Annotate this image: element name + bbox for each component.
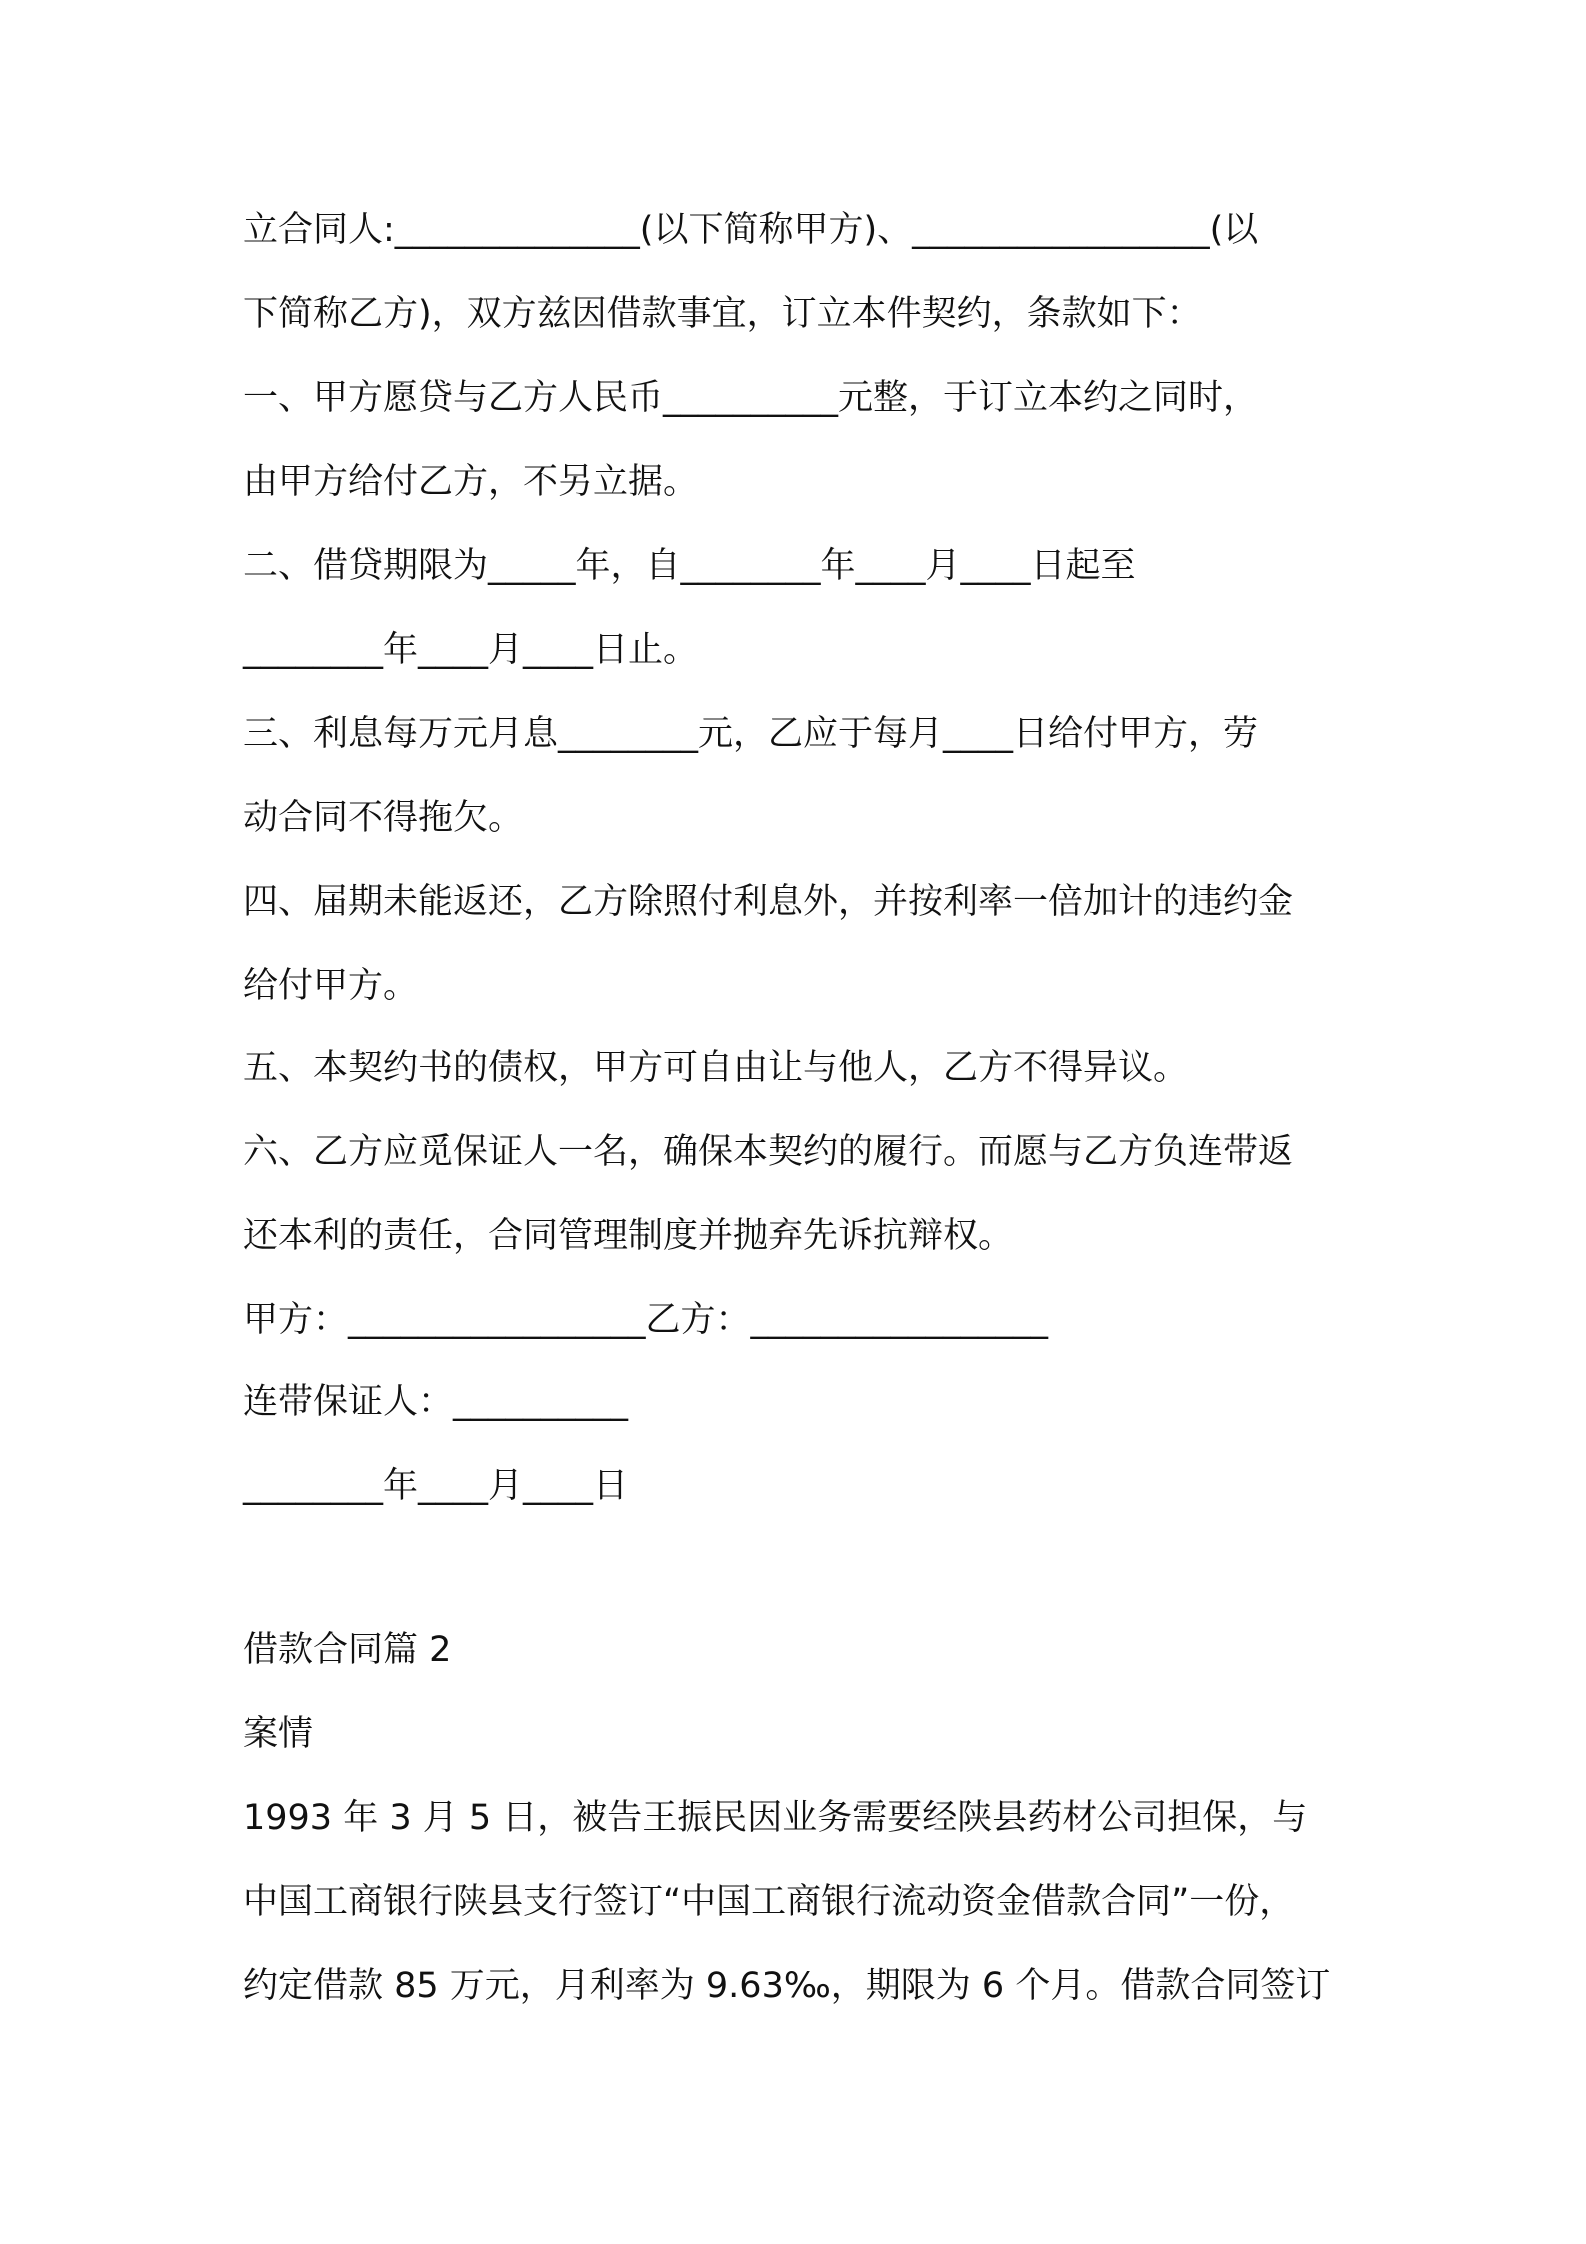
contract-clause-line: 还本利的责任，合同管理制度并抛弃先诉抗辩权。	[243, 1216, 1014, 1256]
case-paragraph-line: 1993 年 3 月 5 日，被告王振民因业务需要经陕县药材公司担保，与	[243, 1798, 1308, 1838]
contract-clause-line: 动合同不得拖欠。	[243, 798, 524, 838]
contract-clause-line: 二、借贷期限为_____年，自________年____月____日起至	[243, 546, 1136, 586]
contract-clause-line: 给付甲方。	[243, 966, 419, 1006]
section-heading: 案情	[243, 1714, 314, 1754]
signature-guarantor-line: 连带保证人：__________	[243, 1382, 629, 1422]
case-paragraph-line: 中国工商银行陕县支行签订“中国工商银行流动资金借款合同”一份，	[243, 1882, 1295, 1922]
contract-clause-line: 六、乙方应觅保证人一名，确保本契约的履行。而愿与乙方负连带返	[243, 1132, 1294, 1172]
signature-date-line: ________年____月____日	[243, 1466, 629, 1506]
contract-clause-line: 立合同人:______________(以下简称甲方)、_________________(以	[243, 210, 1259, 250]
contract-clause-line: 三、利息每万元月息________元，乙应于每月____日给付甲方，劳	[243, 714, 1259, 754]
contract-clause-line: 下简称乙方)，双方兹因借款事宜，订立本件契约，条款如下：	[243, 294, 1202, 334]
contract-clause-line: 由甲方给付乙方，不另立据。	[243, 462, 699, 502]
contract-clause-line: 一、甲方愿贷与乙方人民币__________元整，于订立本约之同时，	[243, 378, 1259, 418]
case-paragraph-line: 约定借款 85 万元，月利率为 9.63‰，期限为 6 个月。借款合同签订	[243, 1966, 1331, 2006]
contract-clause-line: ________年____月____日止。	[243, 630, 699, 670]
signature-parties-line: 甲方：_________________乙方：_________________	[243, 1300, 1049, 1340]
section-title: 借款合同篇 2	[243, 1630, 452, 1670]
contract-clause-line: 四、届期未能返还，乙方除照付利息外，并按利率一倍加计的违约金	[243, 882, 1294, 922]
contract-clause-line: 五、本契约书的债权，甲方可自由让与他人，乙方不得异议。	[243, 1048, 1189, 1088]
